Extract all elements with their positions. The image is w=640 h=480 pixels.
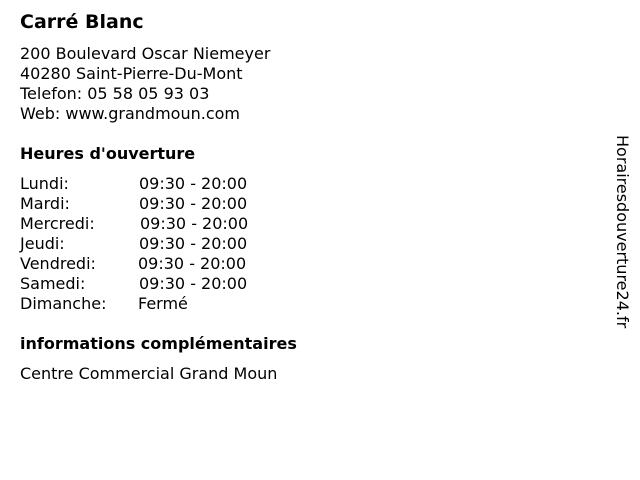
- time-value: 09:30 - 20:00: [139, 194, 248, 213]
- store-name: Carré Blanc: [20, 11, 144, 33]
- hours-row-thursday: [20, 234, 320, 254]
- website: Web: www.grandmoun.com: [20, 104, 240, 123]
- day-label: Mardi:: [20, 194, 70, 213]
- address-city: 40280 Saint-Pierre-Du-Mont: [20, 64, 243, 83]
- hours-row-sunday: [20, 294, 320, 314]
- day-label: Samedi:: [20, 274, 86, 293]
- phone-number: Telefon: 05 58 05 93 03: [20, 84, 210, 103]
- day-label: Dimanche:: [20, 294, 107, 313]
- info-heading: informations complémentaires: [20, 334, 297, 353]
- hours-row-friday: [20, 254, 320, 274]
- hours-table: [20, 174, 320, 314]
- site-watermark: Horairesdouverture24.fr: [613, 135, 632, 329]
- time-value: 09:30 - 20:00: [139, 234, 248, 253]
- day-label: Mercredi:: [20, 214, 95, 233]
- time-value: 09:30 - 20:00: [139, 174, 248, 193]
- time-value: Fermé: [138, 294, 188, 313]
- hours-row-tuesday: [20, 194, 320, 214]
- day-label: Vendredi:: [20, 254, 96, 273]
- hours-row-monday: [20, 174, 320, 194]
- time-value: 09:30 - 20:00: [140, 214, 249, 233]
- address-street: 200 Boulevard Oscar Niemeyer: [20, 44, 271, 63]
- info-text: Centre Commercial Grand Moun: [20, 364, 278, 383]
- time-value: 09:30 - 20:00: [138, 254, 247, 273]
- hours-row-wednesday: [20, 214, 320, 234]
- hours-row-saturday: [20, 274, 320, 294]
- day-label: Lundi:: [20, 174, 69, 193]
- hours-heading: Heures d'ouverture: [20, 144, 196, 163]
- store-contact: [20, 44, 270, 124]
- time-value: 09:30 - 20:00: [139, 274, 248, 293]
- day-label: Jeudi:: [20, 234, 65, 253]
